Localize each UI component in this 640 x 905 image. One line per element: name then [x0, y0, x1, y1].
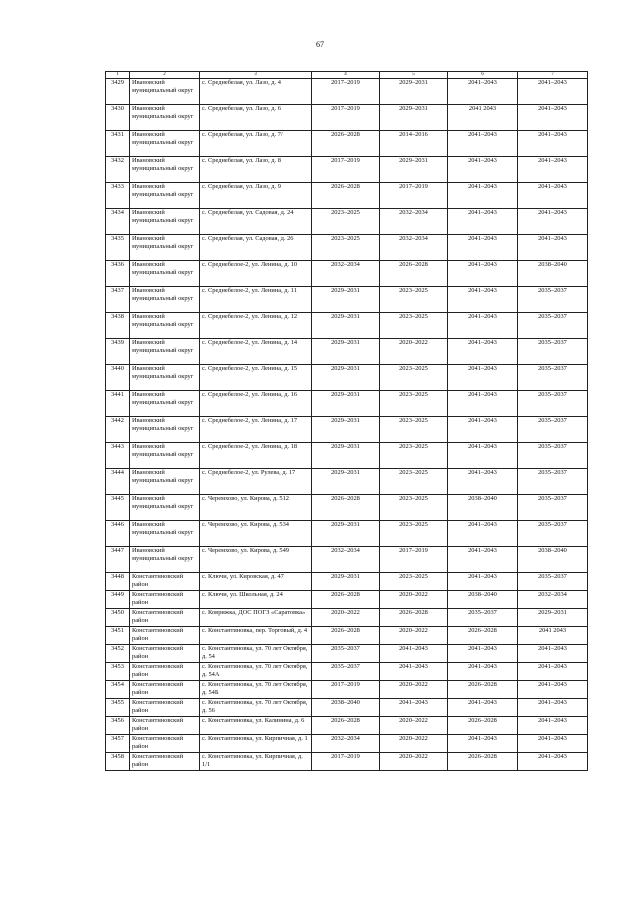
district-cell: Ивановский муниципальный округ	[130, 287, 200, 313]
row-number: 3433	[106, 183, 130, 209]
table-row	[106, 209, 588, 235]
table-row	[106, 663, 588, 681]
district-cell: Константиновский район	[130, 591, 200, 609]
page-number: 67	[316, 40, 324, 49]
period-cell-5: 2029–2031	[380, 157, 448, 183]
period-cell-7: 2035–2037	[518, 339, 588, 365]
table-row	[106, 717, 588, 735]
period-cell-7: 2041–2043	[518, 663, 588, 681]
period-cell-6: 2041–2043	[448, 521, 518, 547]
period-cell-4: 2035–2037	[312, 645, 380, 663]
address-cell: с. Константиновка, ул. Кирпичная, д. 1/1	[200, 753, 312, 771]
period-cell-6: 2041–2043	[448, 391, 518, 417]
period-cell-7: 2032–2034	[518, 591, 588, 609]
period-cell-6: 2041–2043	[448, 417, 518, 443]
period-cell-7: 2035–2037	[518, 365, 588, 391]
address-cell: с. Константиновка, пер. Торговый, д. 4	[200, 627, 312, 645]
row-number: 3436	[106, 261, 130, 287]
address-cell: с. Среднебелое-2, ул. Ленина, д. 12	[200, 313, 312, 339]
period-cell-7: 2035–2037	[518, 573, 588, 591]
address-cell: с. Среднебелая, ул. Лазо, д. 7/	[200, 131, 312, 157]
period-cell-6: 2041–2043	[448, 209, 518, 235]
address-cell: с. Среднебелая, ул. Лазо, д. 6	[200, 105, 312, 131]
period-cell-5: 2023–2025	[380, 365, 448, 391]
period-cell-5: 2017–2019	[380, 183, 448, 209]
address-cell: с. Среднебелое-2, ул. Ленина, д. 15	[200, 365, 312, 391]
address-cell: с. Среднебелое-2, ул. Ленина, д. 18	[200, 443, 312, 469]
period-cell-7: 2041–2043	[518, 183, 588, 209]
row-number: 3432	[106, 157, 130, 183]
row-number: 3435	[106, 235, 130, 261]
period-cell-6: 2041–2043	[448, 287, 518, 313]
column-number: 6	[448, 72, 518, 79]
period-cell-4: 2026–2028	[312, 495, 380, 521]
period-cell-6: 2041–2043	[448, 79, 518, 105]
period-cell-6: 2041–2043	[448, 735, 518, 753]
period-cell-5: 2020–2022	[380, 339, 448, 365]
row-number: 3452	[106, 645, 130, 663]
period-cell-7: 2041–2043	[518, 131, 588, 157]
column-number-row	[106, 72, 588, 79]
period-cell-4: 2017–2019	[312, 681, 380, 699]
row-number: 3431	[106, 131, 130, 157]
period-cell-7: 2041–2043	[518, 681, 588, 699]
row-number: 3440	[106, 365, 130, 391]
period-cell-5: 2023–2025	[380, 495, 448, 521]
column-number: 3	[200, 72, 312, 79]
period-cell-4: 2029–2031	[312, 443, 380, 469]
address-cell: с. Константиновка, ул. 70 лет Октября, д. 54А	[200, 663, 312, 681]
period-cell-4: 2029–2031	[312, 365, 380, 391]
period-cell-6: 2038–2040	[448, 495, 518, 521]
period-cell-6: 2041–2043	[448, 183, 518, 209]
period-cell-5: 2020–2022	[380, 735, 448, 753]
table-row	[106, 753, 588, 771]
period-cell-5: 2020–2022	[380, 753, 448, 771]
period-cell-5: 2023–2025	[380, 417, 448, 443]
table-row	[106, 287, 588, 313]
schedule-table	[105, 71, 588, 771]
period-cell-4: 2035–2037	[312, 663, 380, 681]
period-cell-7: 2038–2040	[518, 547, 588, 573]
period-cell-5: 2023–2025	[380, 469, 448, 495]
column-number: 1	[106, 72, 130, 79]
period-cell-6: 2041–2043	[448, 261, 518, 287]
table-row	[106, 365, 588, 391]
address-cell: с. Среднебелое-2, ул. Ленина, д. 10	[200, 261, 312, 287]
period-cell-6: 2041–2043	[448, 469, 518, 495]
address-cell: с. Черемхово, ул. Кирова, д. 512	[200, 495, 312, 521]
period-cell-7: 2041–2043	[518, 699, 588, 717]
period-cell-5: 2032–2034	[380, 209, 448, 235]
row-number: 3450	[106, 609, 130, 627]
district-cell: Константиновский район	[130, 609, 200, 627]
district-cell: Константиновский район	[130, 573, 200, 591]
period-cell-7: 2041 2043	[518, 627, 588, 645]
period-cell-7: 2041–2043	[518, 235, 588, 261]
period-cell-7: 2041–2043	[518, 753, 588, 771]
period-cell-7: 2041–2043	[518, 717, 588, 735]
period-cell-5: 2032–2034	[380, 235, 448, 261]
period-cell-5: 2023–2025	[380, 391, 448, 417]
period-cell-5: 2026–2028	[380, 261, 448, 287]
table-row	[106, 645, 588, 663]
column-number: 5	[380, 72, 448, 79]
period-cell-7: 2035–2037	[518, 313, 588, 339]
period-cell-5: 2041–2043	[380, 699, 448, 717]
period-cell-5: 2041–2043	[380, 645, 448, 663]
row-number: 3443	[106, 443, 130, 469]
address-cell: с. Ключи, ул. Кировская, д. 47	[200, 573, 312, 591]
period-cell-4: 2029–2031	[312, 417, 380, 443]
address-cell: с. Константиновка, ул. 70 лет Октября, д. 56	[200, 699, 312, 717]
period-cell-6: 2041–2043	[448, 157, 518, 183]
district-cell: Ивановский муниципальный округ	[130, 209, 200, 235]
table-row	[106, 105, 588, 131]
row-number: 3455	[106, 699, 130, 717]
period-cell-6: 2038–2040	[448, 591, 518, 609]
period-cell-5: 2041–2043	[380, 663, 448, 681]
table-row	[106, 157, 588, 183]
period-cell-4: 2038–2040	[312, 699, 380, 717]
period-cell-7: 2035–2037	[518, 417, 588, 443]
district-cell: Ивановский муниципальный округ	[130, 235, 200, 261]
address-cell: с. Среднебелая, ул. Лазо, д. 4	[200, 79, 312, 105]
period-cell-6: 2026–2028	[448, 717, 518, 735]
period-cell-7: 2041–2043	[518, 645, 588, 663]
row-number: 3444	[106, 469, 130, 495]
address-cell: с. Коврижка, ДОС ПОГЗ «Саратовка»	[200, 609, 312, 627]
table-row	[106, 609, 588, 627]
address-cell: с. Среднебелое-2, ул. Ленина, д. 16	[200, 391, 312, 417]
table-body	[106, 72, 588, 771]
period-cell-7: 2041–2043	[518, 735, 588, 753]
table-row	[106, 627, 588, 645]
district-cell: Ивановский муниципальный округ	[130, 417, 200, 443]
table-row	[106, 339, 588, 365]
row-number: 3447	[106, 547, 130, 573]
period-cell-4: 2029–2031	[312, 339, 380, 365]
row-number: 3449	[106, 591, 130, 609]
row-number: 3439	[106, 339, 130, 365]
period-cell-4: 2029–2031	[312, 287, 380, 313]
district-cell: Константиновский район	[130, 663, 200, 681]
period-cell-7: 2035–2037	[518, 469, 588, 495]
row-number: 3437	[106, 287, 130, 313]
period-cell-5: 2023–2025	[380, 443, 448, 469]
row-number: 3445	[106, 495, 130, 521]
period-cell-6: 2041–2043	[448, 547, 518, 573]
district-cell: Ивановский муниципальный округ	[130, 261, 200, 287]
period-cell-5: 2023–2025	[380, 521, 448, 547]
period-cell-6: 2026–2028	[448, 627, 518, 645]
period-cell-4: 2023–2025	[312, 209, 380, 235]
address-cell: с. Среднебелая, ул. Лазо, д. 9	[200, 183, 312, 209]
district-cell: Ивановский муниципальный округ	[130, 183, 200, 209]
table-row	[106, 391, 588, 417]
address-cell: с. Константиновка, ул. 70 лет Октября, д. 54Б	[200, 681, 312, 699]
period-cell-4: 2017–2019	[312, 79, 380, 105]
period-cell-7: 2035–2037	[518, 521, 588, 547]
table-row	[106, 131, 588, 157]
period-cell-6: 2041–2043	[448, 663, 518, 681]
address-cell: с. Среднебелое-2, ул. Ленина, д. 14	[200, 339, 312, 365]
period-cell-6: 2041–2043	[448, 443, 518, 469]
district-cell: Ивановский муниципальный округ	[130, 391, 200, 417]
period-cell-5: 2029–2031	[380, 79, 448, 105]
period-cell-4: 2026–2028	[312, 717, 380, 735]
table-row	[106, 183, 588, 209]
period-cell-4: 2029–2031	[312, 521, 380, 547]
row-number: 3454	[106, 681, 130, 699]
district-cell: Ивановский муниципальный округ	[130, 339, 200, 365]
table-row	[106, 573, 588, 591]
period-cell-6: 2026–2028	[448, 753, 518, 771]
period-cell-6: 2041–2043	[448, 339, 518, 365]
table-row	[106, 313, 588, 339]
district-cell: Константиновский район	[130, 645, 200, 663]
period-cell-4: 2032–2034	[312, 735, 380, 753]
address-cell: с. Среднебелая, ул. Садовая, д. 24	[200, 209, 312, 235]
column-number: 7	[518, 72, 588, 79]
period-cell-5: 2017–2019	[380, 547, 448, 573]
period-cell-4: 2023–2025	[312, 235, 380, 261]
table-row	[106, 261, 588, 287]
address-cell: с. Ключи, ул. Школьная, д. 24	[200, 591, 312, 609]
district-cell: Константиновский район	[130, 717, 200, 735]
district-cell: Ивановский муниципальный округ	[130, 469, 200, 495]
period-cell-5: 2020–2022	[380, 717, 448, 735]
row-number: 3448	[106, 573, 130, 591]
period-cell-5: 2026–2028	[380, 609, 448, 627]
district-cell: Константиновский район	[130, 735, 200, 753]
period-cell-5: 2023–2025	[380, 313, 448, 339]
period-cell-5: 2020–2022	[380, 591, 448, 609]
period-cell-7: 2035–2037	[518, 495, 588, 521]
period-cell-7: 2035–2037	[518, 443, 588, 469]
period-cell-4: 2017–2019	[312, 157, 380, 183]
row-number: 3453	[106, 663, 130, 681]
period-cell-4: 2026–2028	[312, 591, 380, 609]
period-cell-6: 2041–2043	[448, 235, 518, 261]
table-row	[106, 735, 588, 753]
district-cell: Ивановский муниципальный округ	[130, 313, 200, 339]
address-cell: с. Среднебелая, ул. Садовая, д. 26	[200, 235, 312, 261]
period-cell-6: 2041–2043	[448, 699, 518, 717]
row-number: 3438	[106, 313, 130, 339]
period-cell-4: 2026–2028	[312, 627, 380, 645]
address-cell: с. Среднебелое-2, ул. Рулева, д. 17	[200, 469, 312, 495]
period-cell-4: 2029–2031	[312, 469, 380, 495]
row-number: 3451	[106, 627, 130, 645]
period-cell-7: 2041–2043	[518, 79, 588, 105]
period-cell-4: 2029–2031	[312, 313, 380, 339]
district-cell: Ивановский муниципальный округ	[130, 79, 200, 105]
column-number: 4	[312, 72, 380, 79]
period-cell-4: 2017–2019	[312, 753, 380, 771]
district-cell: Константиновский район	[130, 627, 200, 645]
row-number: 3446	[106, 521, 130, 547]
row-number: 3430	[106, 105, 130, 131]
district-cell: Константиновский район	[130, 753, 200, 771]
period-cell-7: 2041–2043	[518, 105, 588, 131]
row-number: 3456	[106, 717, 130, 735]
period-cell-6: 2035–2037	[448, 609, 518, 627]
address-cell: с. Константиновка, ул. Кирпичная, д. 1	[200, 735, 312, 753]
period-cell-6: 2041–2043	[448, 131, 518, 157]
period-cell-4: 2017–2019	[312, 105, 380, 131]
district-cell: Ивановский муниципальный округ	[130, 157, 200, 183]
address-cell: с. Черемхово, ул. Кирова, д. 549	[200, 547, 312, 573]
table-row	[106, 699, 588, 717]
row-number: 3441	[106, 391, 130, 417]
period-cell-7: 2041–2043	[518, 209, 588, 235]
address-cell: с. Черемхово, ул. Кирова, д. 534	[200, 521, 312, 547]
period-cell-6: 2041–2043	[448, 573, 518, 591]
period-cell-7: 2029–2031	[518, 609, 588, 627]
district-cell: Константиновский район	[130, 681, 200, 699]
period-cell-5: 2023–2025	[380, 287, 448, 313]
period-cell-5: 2029–2031	[380, 105, 448, 131]
row-number: 3457	[106, 735, 130, 753]
period-cell-7: 2038–2040	[518, 261, 588, 287]
district-cell: Ивановский муниципальный округ	[130, 521, 200, 547]
table-row	[106, 495, 588, 521]
district-cell: Ивановский муниципальный округ	[130, 547, 200, 573]
address-cell: с. Среднебелое-2, ул. Ленина, д. 11	[200, 287, 312, 313]
table-row	[106, 79, 588, 105]
period-cell-5: 2020–2022	[380, 681, 448, 699]
address-cell: с. Среднебелая, ул. Лазо, д. 8	[200, 157, 312, 183]
district-cell: Константиновский район	[130, 699, 200, 717]
district-cell: Ивановский муниципальный округ	[130, 365, 200, 391]
table-row	[106, 681, 588, 699]
period-cell-4: 2026–2028	[312, 131, 380, 157]
table-row	[106, 417, 588, 443]
district-cell: Ивановский муниципальный округ	[130, 495, 200, 521]
period-cell-6: 2041–2043	[448, 645, 518, 663]
table-row	[106, 591, 588, 609]
period-cell-7: 2035–2037	[518, 287, 588, 313]
district-cell: Ивановский муниципальный округ	[130, 131, 200, 157]
column-number: 2	[130, 72, 200, 79]
period-cell-5: 2020–2022	[380, 627, 448, 645]
address-cell: с. Константиновка, ул. 70 лет Октября, д. 54	[200, 645, 312, 663]
period-cell-5: 2023–2025	[380, 573, 448, 591]
period-cell-4: 2026–2028	[312, 183, 380, 209]
row-number: 3442	[106, 417, 130, 443]
table-row	[106, 521, 588, 547]
period-cell-6: 2041–2043	[448, 365, 518, 391]
period-cell-6: 2026–2028	[448, 681, 518, 699]
row-number: 3458	[106, 753, 130, 771]
period-cell-4: 2032–2034	[312, 547, 380, 573]
table-row	[106, 547, 588, 573]
district-cell: Ивановский муниципальный округ	[130, 105, 200, 131]
row-number: 3429	[106, 79, 130, 105]
period-cell-6: 2041–2043	[448, 313, 518, 339]
period-cell-4: 2029–2031	[312, 391, 380, 417]
period-cell-4: 2029–2031	[312, 573, 380, 591]
address-cell: с. Константиновка, ул. Калинина, д. 6	[200, 717, 312, 735]
table-row	[106, 235, 588, 261]
row-number: 3434	[106, 209, 130, 235]
period-cell-6: 2041 2043	[448, 105, 518, 131]
table-row	[106, 443, 588, 469]
district-cell: Ивановский муниципальный округ	[130, 443, 200, 469]
period-cell-4: 2020–2022	[312, 609, 380, 627]
table-row	[106, 469, 588, 495]
address-cell: с. Среднебелое-2, ул. Ленина, д. 17	[200, 417, 312, 443]
period-cell-4: 2032–2034	[312, 261, 380, 287]
period-cell-7: 2041–2043	[518, 157, 588, 183]
period-cell-7: 2035–2037	[518, 391, 588, 417]
period-cell-5: 2014–2016	[380, 131, 448, 157]
